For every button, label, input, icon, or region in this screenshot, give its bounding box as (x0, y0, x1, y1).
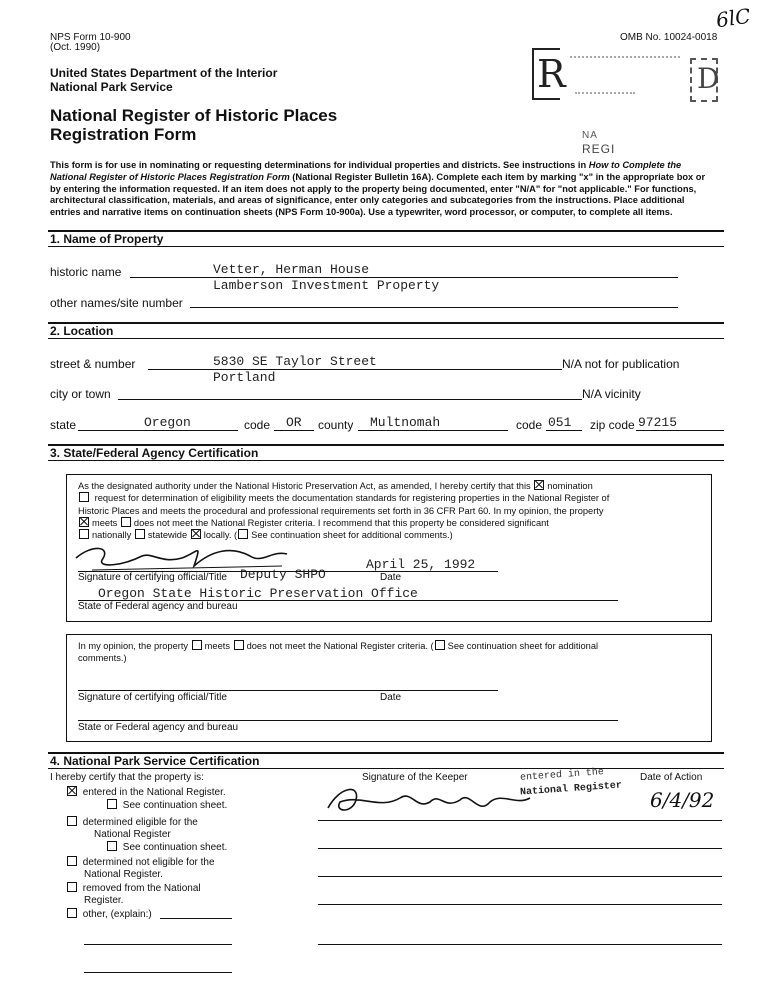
vicinity: N/A vicinity (582, 387, 641, 401)
historic-name-label: historic name (50, 265, 122, 279)
received-stamp-faded-date (575, 92, 635, 100)
county-value[interactable]: Multnomah (370, 415, 441, 430)
keeper-line-1 (318, 820, 722, 821)
vicinity-marker[interactable]: N/A (582, 387, 602, 401)
form-subtitle: Registration Form (50, 125, 197, 144)
form-number: NPS Form 10-900 (50, 32, 131, 43)
county-line (358, 430, 508, 431)
nomination-checkbox[interactable] (534, 480, 544, 490)
opinion-signature-label: Signature of certifying official/Title (78, 692, 227, 703)
keeper-signature (320, 780, 540, 820)
corner-handwritten-note: 6lC (714, 3, 752, 33)
historic-name-value[interactable]: Vetter, Herman House (213, 262, 370, 277)
state-code-line (274, 430, 314, 431)
date-of-action-label: Date of Action (640, 772, 703, 783)
other-names-label: other names/site number (50, 296, 183, 310)
form-date: (Oct. 1990) (50, 42, 101, 53)
county-code-line (546, 430, 582, 431)
certifying-signature-label: Signature of certifying official/Title (78, 572, 227, 583)
keeper-line-2 (318, 848, 722, 849)
section4-under-rule (48, 768, 724, 769)
received-stamp-partial-regi: REGI (582, 142, 616, 156)
keeper-line-3 (318, 876, 722, 877)
entered-register-stamp-line1: entered in the (519, 767, 605, 784)
received-stamp-letter: R (537, 52, 566, 96)
opinion-date-label: Date (380, 692, 402, 703)
section2-under-rule (48, 338, 724, 339)
nationally-checkbox[interactable] (79, 529, 89, 539)
city-value[interactable]: Portland (213, 370, 276, 385)
state-label: state (50, 418, 77, 432)
certification-date-value[interactable]: April 25, 1992 (366, 557, 476, 572)
does-not-meet-checkbox[interactable] (121, 517, 131, 527)
entered-register-stamp-line2: National Register (519, 780, 623, 799)
opinion-does-not-meet-checkbox[interactable] (234, 640, 244, 650)
opinion-agency-label: State or Federal agency and bureau (78, 722, 239, 733)
entered-checkbox[interactable] (67, 786, 77, 796)
other-names-line (190, 307, 678, 308)
option-removed: removed from the National Register. (66, 882, 201, 907)
department-name: United States Department of the Interior (50, 66, 278, 80)
zip-label: zip code (590, 418, 635, 432)
received-stamp-letter-d: D (697, 62, 720, 95)
street-line (148, 369, 562, 370)
certification-paragraph: As the designated authority under the National Historic Preservation Act, as amended, I hereby certify that this nomination request for determination of eligibility meets the documentation standards for registering properties in the National Register of Historic Places and meets the procedural and professional requirements set forth in 36 CFR Part 60. In my opinion, the property meets does not meet the National Register criteria. I recommend that this property be considered significant nationally statewide locally. ( See continuation sheet for additional comments.) (78, 481, 610, 541)
zip-line (636, 430, 724, 431)
received-stamp-faded (570, 56, 680, 66)
zip-value[interactable]: 97215 (638, 415, 678, 430)
keeper-line-5 (318, 944, 722, 945)
meets-checkbox[interactable] (79, 517, 89, 527)
service-name: National Park Service (50, 80, 173, 94)
section1-heading: 1. Name of Property (50, 232, 164, 246)
street-label: street & number (50, 357, 136, 371)
section2-top-rule (48, 322, 724, 324)
form-title: National Register of Historic Places (50, 106, 338, 125)
eligible-checkbox[interactable] (67, 816, 77, 826)
not-for-publication-marker[interactable]: N/A (562, 357, 582, 371)
opinion-agency-line (78, 720, 618, 721)
certifying-agency-value[interactable]: Oregon State Historic Preservation Office (98, 586, 418, 601)
opinion-see-continuation-checkbox[interactable] (435, 640, 445, 650)
other-checkbox[interactable] (67, 908, 77, 918)
instructions: This form is for use in nominating or requesting determinations for individual properties and districts. See instructions in How to Complete the National Register of Historic Places Registration Form (National Register Bulletin 16A). Complete each item by marking "x" in the appropriate box or by entering the information requested. If an item does not apply to the property being documented, enter "N/A" for "not applicable." For functions, architectural classification, materials, and areas of significance, enter only categories and subcategories from the instructions. Place additional entries and narrative items on continuation sheets (NPS Form 10-900a). Use a typewriter, word processor, or computer, to complete all items. (50, 160, 706, 218)
other-explain-line-3 (84, 972, 232, 973)
other-names-value[interactable]: Lamberson Investment Property (213, 278, 440, 293)
opinion-meets-checkbox[interactable] (192, 640, 202, 650)
eligible-continuation-checkbox[interactable] (107, 841, 117, 851)
not-eligible-checkbox[interactable] (67, 856, 77, 866)
keeper-signature-label: Signature of the Keeper (362, 772, 468, 783)
see-continuation-checkbox[interactable] (238, 529, 248, 539)
received-stamp-partial-na: NA (582, 130, 598, 141)
county-label: county (318, 418, 354, 432)
county-code-label: code (516, 418, 543, 432)
street-value[interactable]: 5830 SE Taylor Street (213, 354, 377, 369)
omb-number: OMB No. 10024-0018 (620, 32, 718, 43)
removed-checkbox[interactable] (67, 882, 77, 892)
other-explain-line-2 (84, 944, 232, 945)
city-line (118, 399, 582, 400)
option-not-eligible: determined not eligible for the National Register. (66, 856, 215, 881)
option-entered: entered in the National Register. See continuation sheet. (66, 786, 227, 812)
section2-heading: 2. Location (50, 324, 114, 338)
certifying-title-value[interactable]: Deputy SHPO (240, 567, 326, 582)
state-code-label: code (244, 418, 271, 432)
certify-property-label: I hereby certify that the property is: (50, 772, 204, 783)
state-line (78, 430, 238, 431)
state-code-value[interactable]: OR (286, 415, 302, 430)
city-label: city or town (50, 387, 111, 401)
date-of-action-value[interactable]: 6/4/92 (650, 788, 715, 812)
locally-checkbox[interactable] (191, 529, 201, 539)
state-value[interactable]: Oregon (144, 415, 191, 430)
other-explain-line (160, 918, 232, 919)
section3-under-rule (48, 460, 724, 461)
option-other: other, (explain:) (66, 908, 152, 921)
entered-continuation-checkbox[interactable] (107, 799, 117, 809)
statewide-checkbox[interactable] (135, 529, 145, 539)
not-for-publication: N/A not for publication (562, 357, 680, 371)
section3-heading: 3. State/Federal Agency Certification (50, 446, 259, 460)
section1-under-rule (48, 246, 724, 247)
section4-heading: 4. National Park Service Certification (50, 754, 260, 768)
county-code-value[interactable]: 051 (548, 415, 572, 430)
certification-date-label: Date (380, 572, 402, 583)
opinion-paragraph: In my opinion, the property meets does not meet the National Register criteria. ( See continuation sheet for additional comments.) (78, 641, 599, 664)
keeper-line-4 (318, 904, 722, 905)
determination-request-checkbox[interactable] (79, 492, 89, 502)
option-eligible: determined eligible for the National Register See continuation sheet. (66, 816, 227, 854)
opinion-signature-line (78, 690, 498, 691)
certifying-agency-label: State of Federal agency and bureau (78, 601, 238, 612)
